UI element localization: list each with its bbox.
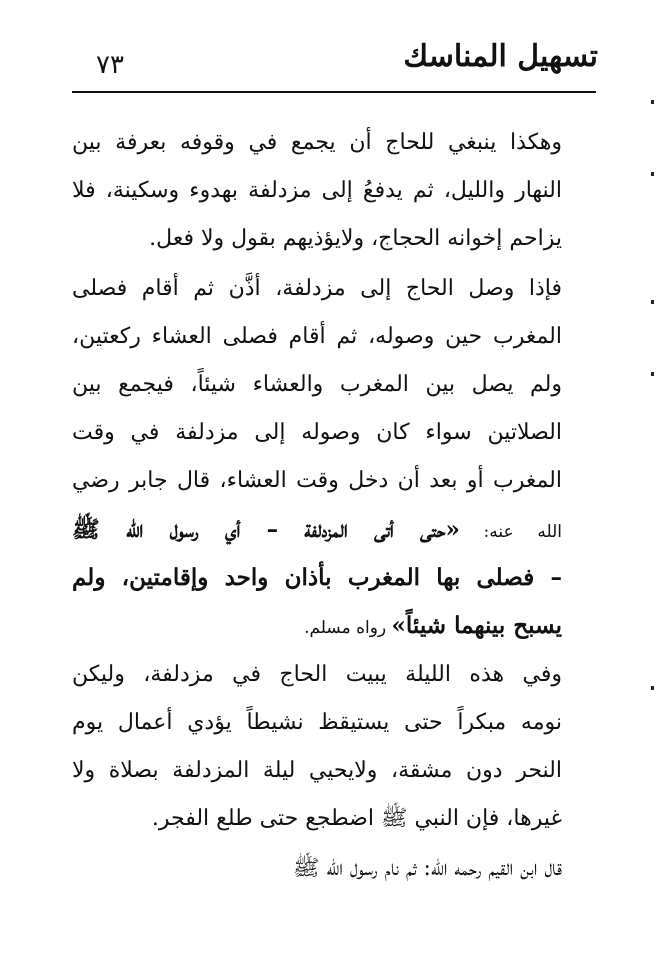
text-line: يزاحم إخوانه الحجاج، ولايؤذيهم بقول ولا فعل.: [149, 226, 562, 251]
text-line: المغرب أو بعد أن دخل وقت العشاء، قال جابر رضي: [72, 468, 562, 493]
attribution-text: الله عنه:: [459, 522, 562, 542]
text-line: [72, 614, 562, 638]
scan-mark: [651, 100, 654, 104]
text-line: ولم يصل بين المغرب والعشاء شيئاً، فيجمع بين: [72, 372, 562, 397]
hadith-quote: «حتى أتى المزدلفة – أي رسول الله ﷺ: [72, 516, 460, 543]
text-line: [72, 518, 562, 542]
text-line: الصلاتين سواء كان وصوله إلى مزدلفة في وقت: [72, 420, 562, 445]
header-rule: [72, 91, 596, 93]
text-line: النحر دون مشقة، ولايحيي ليلة المزدلفة بصلاة ولا: [72, 758, 562, 783]
hadith-quote-line: – فصلى بها المغرب بأذان واحد وإقامتين، ولم: [72, 564, 562, 591]
text-line: النهار والليل، ثم يدفعُ إلى مزدلفة بهدوء وسكينة، فلا: [72, 178, 562, 203]
running-header-title: تسهيل المناسك: [403, 39, 598, 74]
text-line: المغرب حين وصوله، ثم أقام فصلى العشاء ركعتين،: [72, 324, 562, 349]
scan-mark: [651, 172, 654, 176]
scan-mark: [651, 300, 654, 304]
text-line: غيرها، فإن النبي ﷺ اضطجع حتى طلع الفجر.: [151, 806, 562, 831]
hadith-quote: يسبح بينهما شيئاً»: [391, 612, 562, 639]
text-line: وفي هذه الليلة يبيت الحاج في مزدلفة، وليكن: [72, 662, 562, 687]
scan-mark: [651, 372, 654, 376]
text-line: قال ابن القيم رحمه الله: ثم نام رسول الله ﷺ: [292, 856, 562, 881]
citation: رواه مسلم.: [304, 618, 392, 638]
text-line: فإذا وصل الحاج إلى مزدلفة، أذَّن ثم أقام فصلى: [72, 276, 562, 301]
text-line: وهكذا ينبغي للحاج أن يجمع في وقوفه بعرفة بين: [72, 130, 562, 155]
text-line: نومه مبكراً حتى يستيقظ نشيطاً يؤدي أعمال يوم: [72, 710, 562, 735]
scan-mark: [651, 686, 654, 690]
page-number: ٧٣: [96, 50, 124, 80]
